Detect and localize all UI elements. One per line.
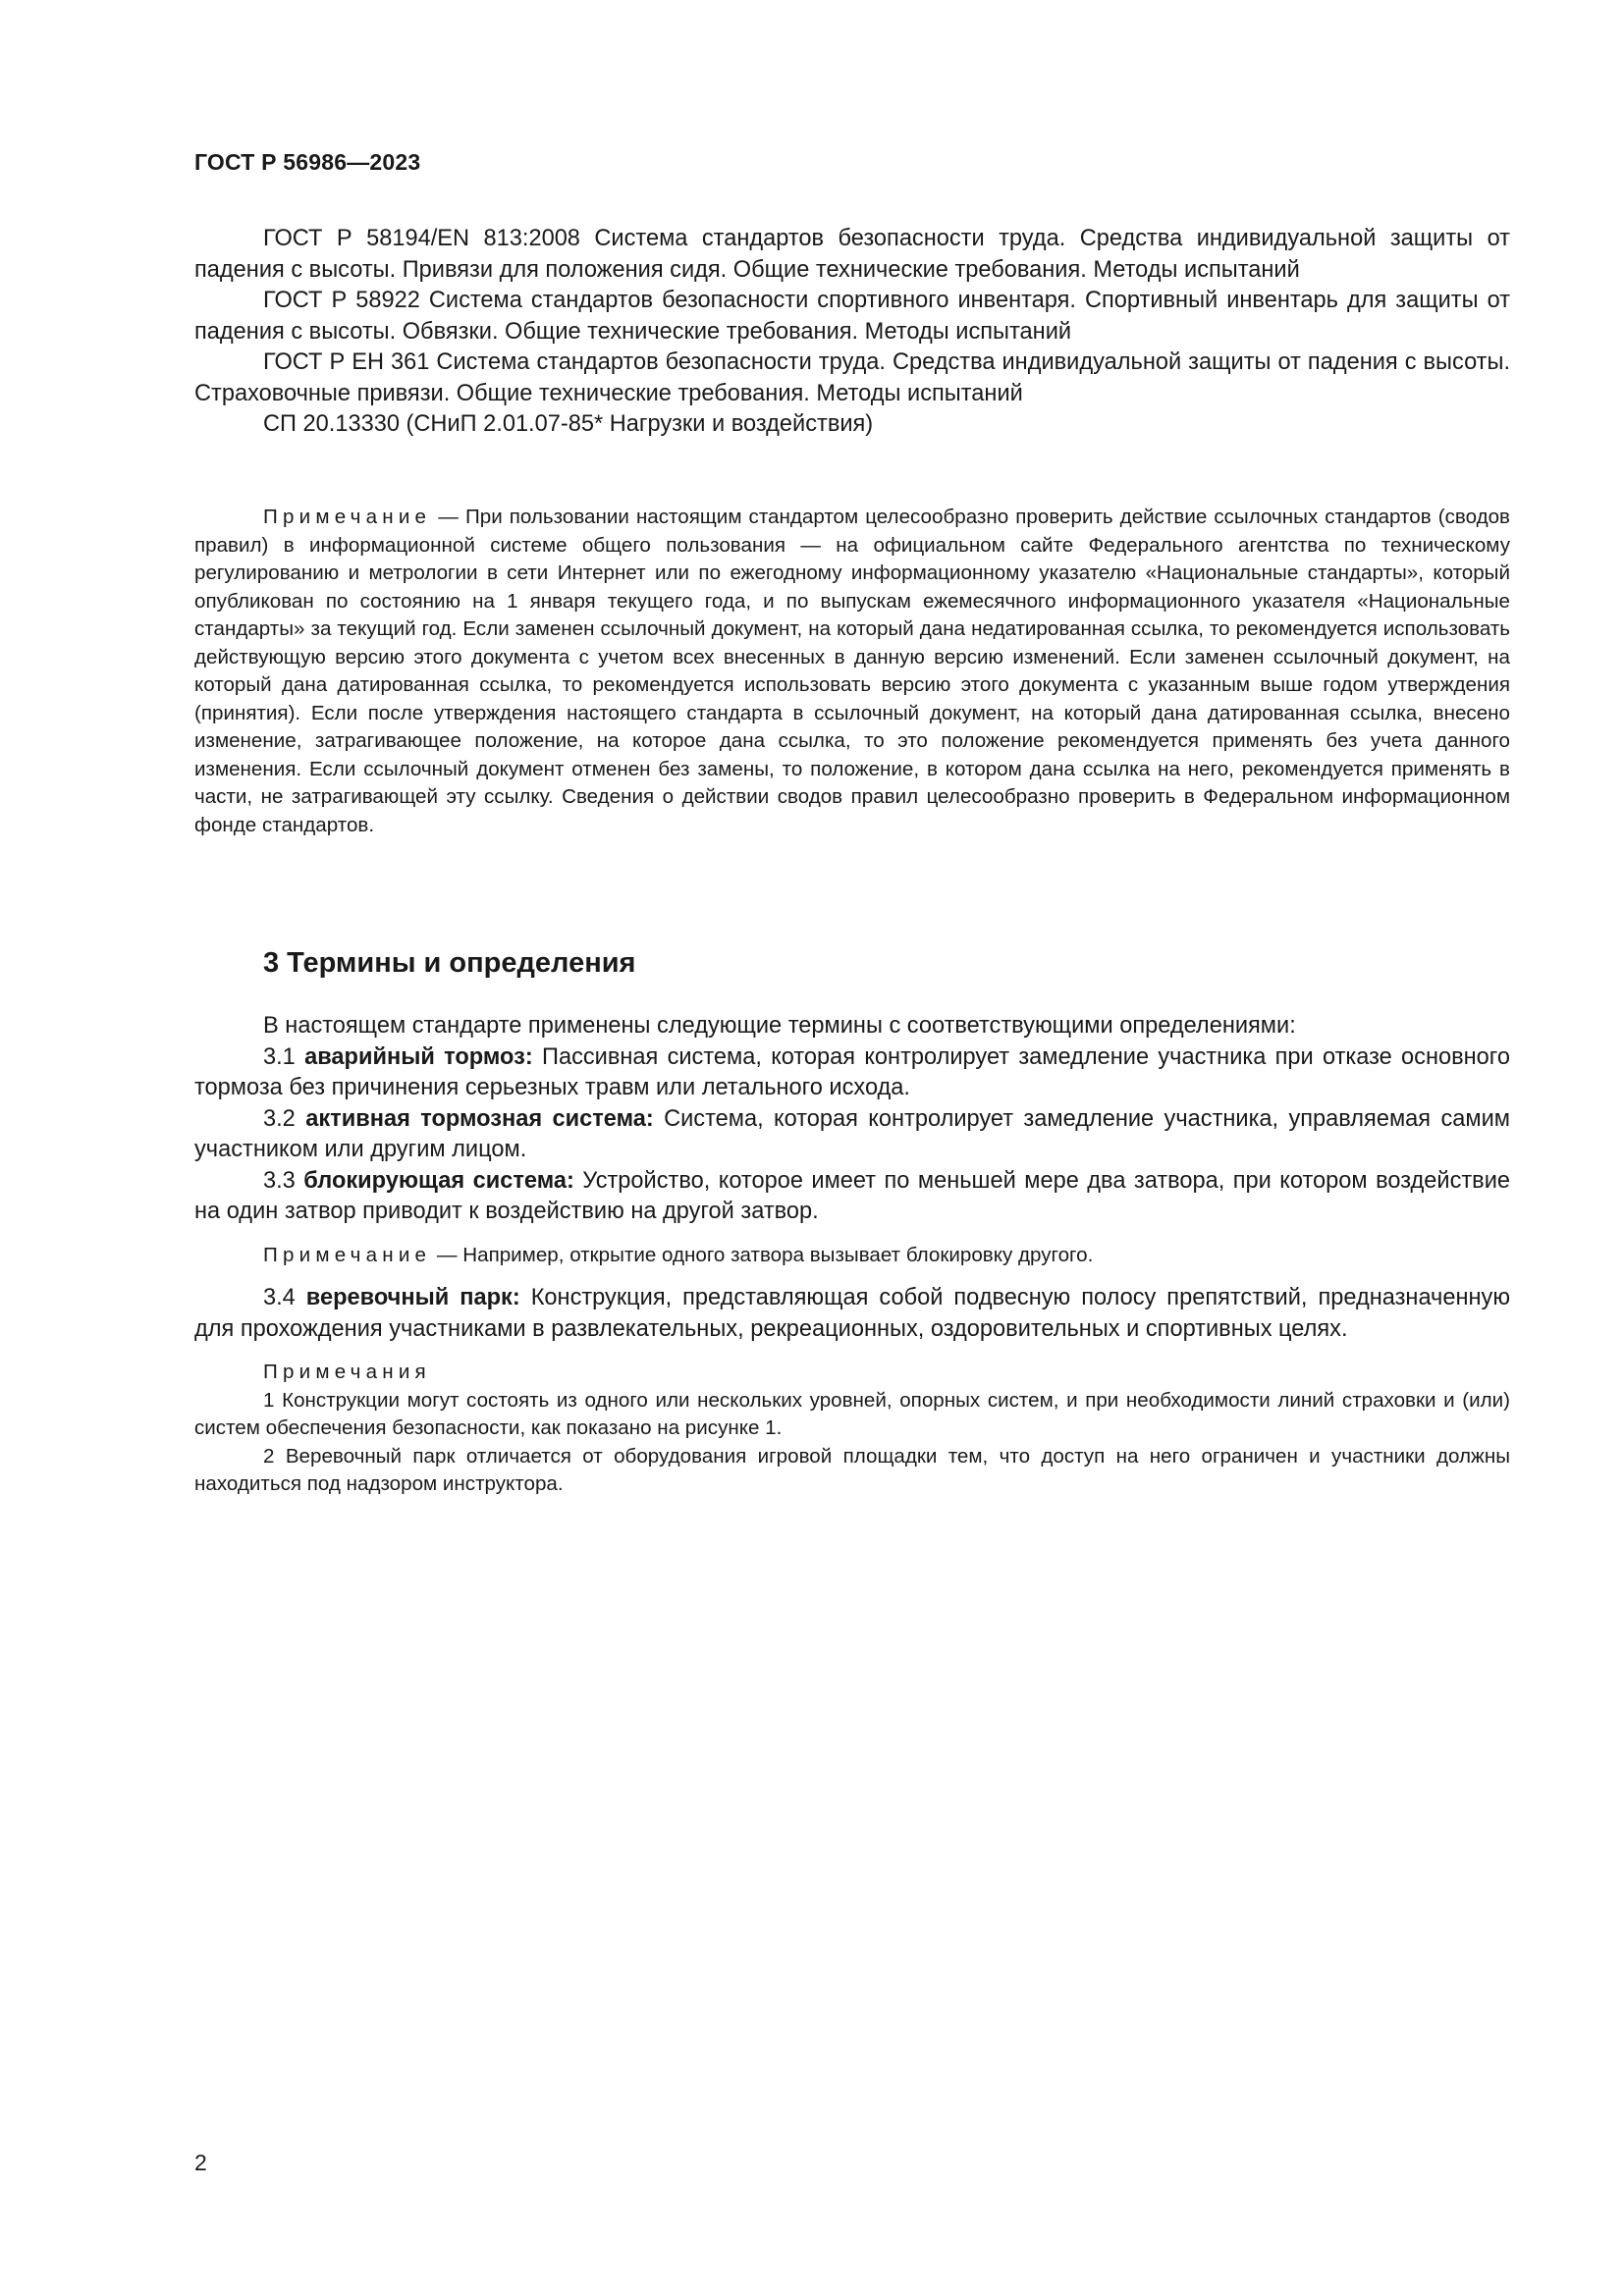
reference-item: ГОСТ Р 58194/EN 813:2008 Система стандартов безопасности труда. Средства индивидуальной защиты от падения с высоты. Привязи для положения сидя. Общие технические требования. Методы испытаний: [194, 226, 1510, 283]
reference-item: ГОСТ Р ЕН 361 Система стандартов безопасности труда. Средства индивидуальной защиты от падения с высоты. Страховочные привязи. Общие технические требования. Методы испытаний: [194, 349, 1510, 406]
notes-label-text: Примечания: [263, 1361, 431, 1383]
references-note: [194, 504, 1510, 839]
note-label: Примечание: [263, 1243, 432, 1266]
term-entry: [194, 1042, 1510, 1104]
term-entry: [194, 1166, 1510, 1228]
note-item: 1 Конструкции могут состоять из одного или нескольких уровней, опорных систем, и при необходимости линий страховки и (или) систем обеспечения безопасности, как показано на рисунке 1.: [194, 1388, 1510, 1439]
term-number: 3.4: [263, 1285, 296, 1310]
normative-references-list: [194, 224, 1510, 441]
term-name: активная тормозная система:: [305, 1105, 654, 1132]
term-definition: Конструкция, представляющая собой подвесную полосу препятствий, предназначенную для прохождения участниками в развлекательных, рекреационных, оздоровительных и спортивных целях.: [194, 1285, 1511, 1342]
note-text: Например, открытие одного затвора вызывает блокировку другого.: [462, 1243, 1094, 1266]
term-name: блокирующая система:: [303, 1167, 574, 1194]
term-number: 3.2: [263, 1105, 296, 1132]
term-number: 3.3: [263, 1167, 296, 1194]
note-item: 2 Веревочный парк отличается от оборудования игровой площадки тем, что доступ на него ограничен и участники должны находиться под надзором инструктора.: [194, 1444, 1510, 1495]
section-intro: В настоящем стандарте применены следующие термины с соответствующими определениями:: [263, 1013, 1296, 1039]
term-definition: Устройство, которое имеет по меньшей мере два затвора, при котором воздействие на один затвор приводит к воздействию на другой затвор.: [194, 1167, 1511, 1224]
reference-item: ГОСТ Р 58922 Система стандартов безопасности спортивного инвентаря. Спортивный инвентарь для защиты от падения с высоты. Обвязки. Общие технические требования. Методы испытаний: [194, 288, 1510, 345]
note-label: Примечание: [263, 506, 432, 528]
term-note: [194, 1242, 1510, 1270]
term-definition: Система, которая контролирует замедление участника, управляемая самим участником или другим лицом.: [194, 1105, 1510, 1162]
references-note-paragraph: [194, 504, 1510, 839]
terms-section-body: [194, 1011, 1510, 1499]
term-entry: [194, 1104, 1510, 1166]
term-name: аварийный тормоз:: [304, 1043, 533, 1070]
term-name: веревочный парк:: [305, 1285, 520, 1310]
section-title: 3 Термины и определения: [263, 947, 636, 979]
term-number: 3.1: [263, 1043, 296, 1070]
note-dash: —: [431, 506, 465, 528]
notes-label: [194, 1359, 1510, 1387]
reference-item: СП 20.13330 (СНиП 2.01.07-85* Нагрузки и воздействия): [263, 411, 874, 437]
term-definition: Пассивная система, которая контролирует замедление участника при отказе основного тормоза без причинения серьезных травм или летального исхода.: [194, 1043, 1510, 1100]
note-text: При пользовании настоящим стандартом целесообразно проверить действие ссылочных стандартов (сводов правил) в информационной системе общего пользования — на официальном сайте Федерального агентства по техническому регулированию и метрологии в сети Интернет или по ежегодному информационному указателю «Национальные стандарты», который опубликован по состоянию на 1 января текущего года, и по выпускам ежемесячного информационного указателя «Национальные стандарты» за текущий год. Если заменен ссылочный документ, на который дана недатированная ссылка, то рекомендуется использовать действующую версию этого документа с учетом всех внесенных в данную версию изменений. Если заменен ссылочный документ, на который дана датированная ссылка, то рекомендуется использовать версию этого документа с указанным выше годом утверждения (принятия). Если после утверждения настоящего стандарта в ссылочный документ, на который дана датированная ссылка, внесено изменение, затрагивающее положение, на которое дана ссылка, то это положение рекомендуется применять без учета данного изменения. Если ссылочный документ отменен без замены, то положение, в котором дана ссылка на него, рекомендуется применять в части, не затрагивающей эту ссылку. Сведения о действии сводов правил целесообразно проверить в Федеральном информационном фонде стандартов.: [194, 506, 1510, 836]
page-number: 2: [194, 2150, 207, 2175]
document-code-header: ГОСТ Р 56986—2023: [194, 149, 421, 175]
term-entry: [194, 1283, 1510, 1345]
note-dash: —: [431, 1243, 463, 1266]
